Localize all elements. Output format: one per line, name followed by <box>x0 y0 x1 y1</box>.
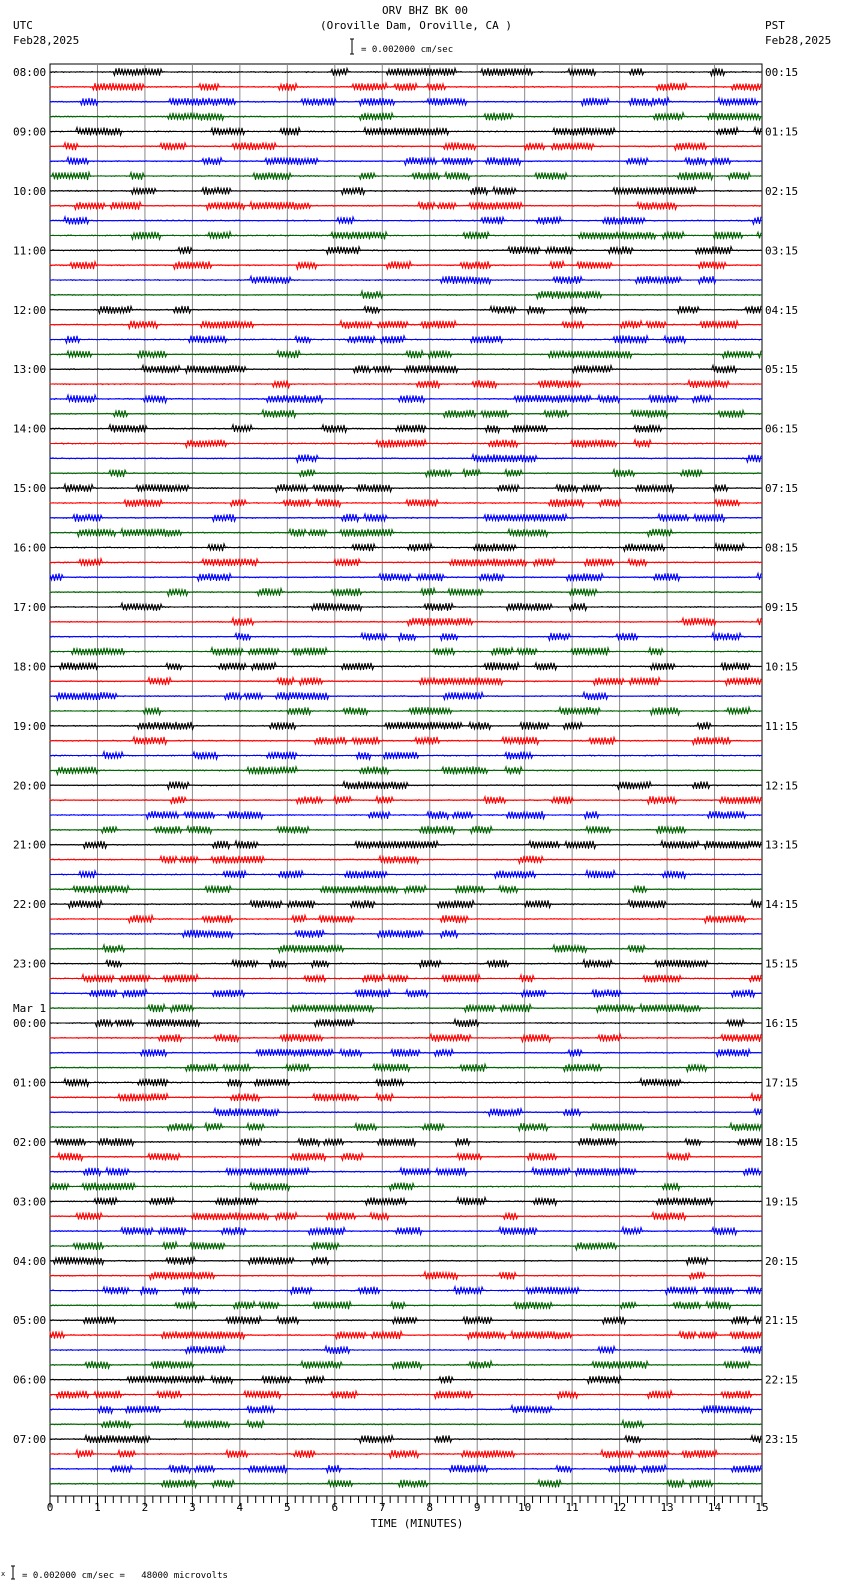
x-axis <box>47 1496 769 1514</box>
left-hour-label: 12:00 <box>13 303 47 317</box>
left-hour-label: 18:00 <box>13 660 47 674</box>
seismic-trace <box>50 172 761 180</box>
left-hour-label: 03:00 <box>13 1195 47 1209</box>
x-tick-label: 5 <box>284 1501 291 1514</box>
seismic-trace <box>50 246 761 254</box>
left-hour-label: 09:00 <box>13 125 47 139</box>
scale-label: = 0.002000 cm/sec <box>361 45 454 55</box>
seismic-trace <box>50 960 761 968</box>
left-hour-label: 04:00 <box>13 1254 47 1268</box>
seismic-trace <box>50 1123 761 1131</box>
right-hour-label: 05:15 <box>765 363 799 377</box>
scale-bar-icon <box>350 39 354 54</box>
seismic-trace <box>50 1435 761 1443</box>
seismic-trace <box>50 1420 761 1428</box>
seismic-trace <box>50 1376 761 1384</box>
x-tick-label: 11 <box>565 1501 579 1514</box>
seismic-trace <box>50 1331 761 1339</box>
left-hour-label: 08:00 <box>13 66 47 79</box>
x-axis-label: TIME (MINUTES) <box>370 1517 464 1530</box>
seismic-trace <box>50 989 761 997</box>
left-hour-label: 11:00 <box>13 244 47 258</box>
seismic-trace <box>50 306 761 314</box>
right-hour-label: 15:15 <box>765 957 799 971</box>
right-timezone: PST <box>765 19 785 32</box>
x-tick-label: 12 <box>612 1501 627 1514</box>
seismic-trace <box>50 469 761 477</box>
right-hour-label: 03:15 <box>765 244 799 258</box>
left-hour-label: 20:00 <box>13 779 47 793</box>
left-hour-label: 22:00 <box>13 898 47 912</box>
x-tick-label: 4 <box>236 1501 244 1514</box>
seismic-trace <box>50 1272 761 1280</box>
left-hour-label: 14:00 <box>13 422 47 436</box>
x-tick-label: 8 <box>426 1501 434 1514</box>
seismic-trace <box>50 291 761 299</box>
seismic-trace <box>50 559 761 567</box>
x-tick-label: 14 <box>707 1501 722 1514</box>
left-hour-label: 17:00 <box>13 600 47 614</box>
footer-scale-label: = 0.002000 cm/sec = 48000 microvolts <box>22 1571 228 1581</box>
x-tick-label: 15 <box>755 1501 769 1514</box>
right-hour-label: 13:15 <box>765 838 799 852</box>
x-tick-label: 3 <box>189 1501 196 1514</box>
left-hour-label: 00:00 <box>13 1017 47 1031</box>
left-hour-label: 02:00 <box>13 1135 47 1149</box>
seismic-trace <box>50 871 761 879</box>
left-hour-label: 10:00 <box>13 184 47 198</box>
left-timezone: UTC <box>13 19 33 32</box>
x-tick-label: 2 <box>141 1501 149 1514</box>
left-date: Feb28,2025 <box>13 34 80 47</box>
left-hour-label: 23:00 <box>13 957 47 971</box>
right-hour-label: 11:15 <box>765 719 799 733</box>
left-hour-label: 21:00 <box>13 838 47 852</box>
chart-subtitle: (Oroville Dam, Oroville, CA ) <box>319 19 513 32</box>
x-tick-label: 6 <box>331 1501 339 1514</box>
left-hour-label: 05:00 <box>13 1314 47 1328</box>
seismic-trace <box>50 380 761 388</box>
traces <box>50 68 762 1488</box>
right-hour-label: 14:15 <box>765 898 799 912</box>
right-hour-label: 21:15 <box>765 1314 799 1328</box>
seismic-trace <box>50 142 761 150</box>
left-hour-label: 16:00 <box>13 541 47 555</box>
left-hour-label: 07:00 <box>13 1433 47 1447</box>
right-hour-label: 23:15 <box>765 1433 799 1447</box>
left-hour-label: 01:00 <box>13 1076 47 1090</box>
right-hour-label: 00:15 <box>765 66 799 79</box>
right-hour-label: 20:15 <box>765 1254 799 1268</box>
x-tick-label: 9 <box>473 1501 481 1514</box>
right-hour-label: 04:15 <box>765 303 799 317</box>
right-hour-label: 19:15 <box>765 1195 799 1209</box>
right-hour-label: 16:15 <box>765 1017 799 1031</box>
chart-title: ORV BHZ BK 00 <box>381 4 469 17</box>
right-hour-label: 02:15 <box>765 184 799 198</box>
right-hour-label: 09:15 <box>765 600 799 614</box>
seismic-trace <box>50 350 761 358</box>
right-hour-label: 08:15 <box>765 541 799 555</box>
right-hour-label: 22:15 <box>765 1373 799 1387</box>
seismic-trace <box>50 1302 761 1310</box>
x-tick-label: 10 <box>518 1501 532 1514</box>
footer-mark: x <box>1 1570 6 1578</box>
right-date: Feb28,2025 <box>765 34 832 47</box>
left-hour-label: 15:00 <box>13 482 47 496</box>
right-hour-label: 18:15 <box>765 1135 799 1149</box>
seismic-trace <box>50 1242 761 1250</box>
right-hour-label: 07:15 <box>765 482 799 496</box>
seismic-trace <box>50 1346 761 1354</box>
seismic-trace <box>50 217 761 225</box>
footer-scale-icon <box>11 1566 15 1579</box>
seismic-trace <box>50 618 761 626</box>
left-hour-label: 19:00 <box>13 719 47 733</box>
right-hour-label: 10:15 <box>765 660 799 674</box>
date-change-label: Mar 1 <box>13 1002 47 1016</box>
seismic-trace <box>50 454 761 462</box>
seismic-trace <box>50 1034 761 1042</box>
seismic-trace <box>50 766 761 774</box>
seismic-trace <box>50 1108 761 1116</box>
seismic-trace <box>50 692 761 700</box>
x-tick-label: 13 <box>660 1501 674 1514</box>
left-hour-label: 13:00 <box>13 363 47 377</box>
right-hour-label: 17:15 <box>765 1076 799 1090</box>
x-tick-label: 7 <box>378 1501 386 1514</box>
x-tick-label: 1 <box>94 1501 101 1514</box>
seismic-trace <box>50 336 761 344</box>
x-tick-label: 0 <box>46 1501 54 1514</box>
seismic-trace <box>50 514 761 522</box>
right-hour-label: 01:15 <box>765 125 799 139</box>
seismic-trace <box>50 1391 761 1399</box>
left-hour-label: 06:00 <box>13 1373 47 1387</box>
seismic-trace <box>50 529 761 537</box>
right-hour-label: 06:15 <box>765 422 799 436</box>
seismic-trace <box>50 945 761 953</box>
right-hour-label: 12:15 <box>765 779 799 793</box>
seismic-trace <box>50 915 761 923</box>
seismic-trace <box>50 1257 761 1265</box>
